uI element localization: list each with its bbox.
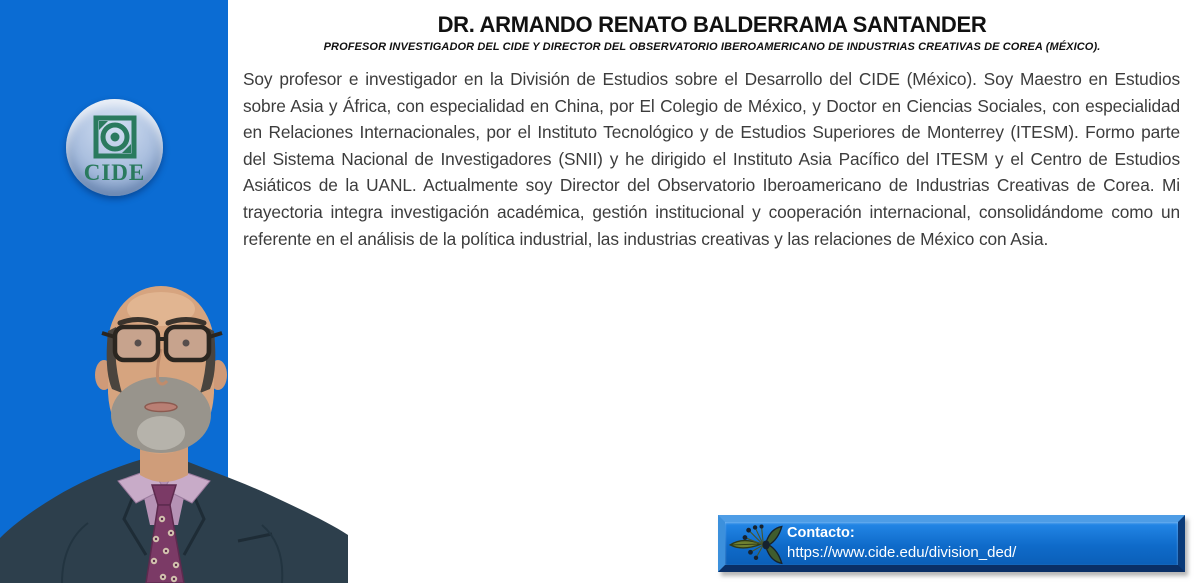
cide-logo-emblem-icon (92, 111, 138, 159)
contact-box (718, 515, 1185, 572)
page-title: DR. ARMANDO RENATO BALDERRAMA SANTANDER (437, 12, 987, 37)
contact-url-link[interactable]: https://www.cide.edu/division_ded/ (787, 544, 1017, 561)
cide-logo-badge (66, 99, 163, 196)
slide-header (228, 12, 1196, 54)
contact-label: Contacto: (787, 525, 855, 541)
leaf-ornament-icon (725, 521, 787, 567)
cide-logo-text: CIDE (83, 160, 146, 185)
bio-paragraph: Soy profesor e investigador en la División de Estudios sobre el Desarrollo del CIDE (México). Soy Maestro en Estudios sobre Asia y África, con especialidad en China, por El Colegio de México, y Doctor en Ciencias Sociales, con especialidad en Relaciones Internacionales, por el Instituto Tecnológico y de Estudios Superiores de Monterrey (ITESM). Formo parte del Sistema Nacional de Investigadores (SNII) y he dirigido el Instituto Asia Pacífico del ITESM y el Centro de Estudios Asiáticos de la UANL. Actualmente soy Director del Observatorio Iberoamericano de Industrias Creativas de Corea. Mi trayectoria integra investigación académica, gestión institucional y cooperación internacional, consolidándome como un referente en el análisis de la política industrial, las industrias creativas y las relaciones de México con Asia. (243, 69, 1180, 249)
professor-photo (0, 283, 348, 583)
page-subtitle: PROFESOR INVESTIGADOR DEL CIDE Y DIRECTOR DEL OBSERVATORIO IBEROAMERICANO DE INDUSTRIAS CREATIVAS DE COREA (MÉXICO). (323, 41, 1101, 53)
contact-text-block (787, 524, 1016, 563)
